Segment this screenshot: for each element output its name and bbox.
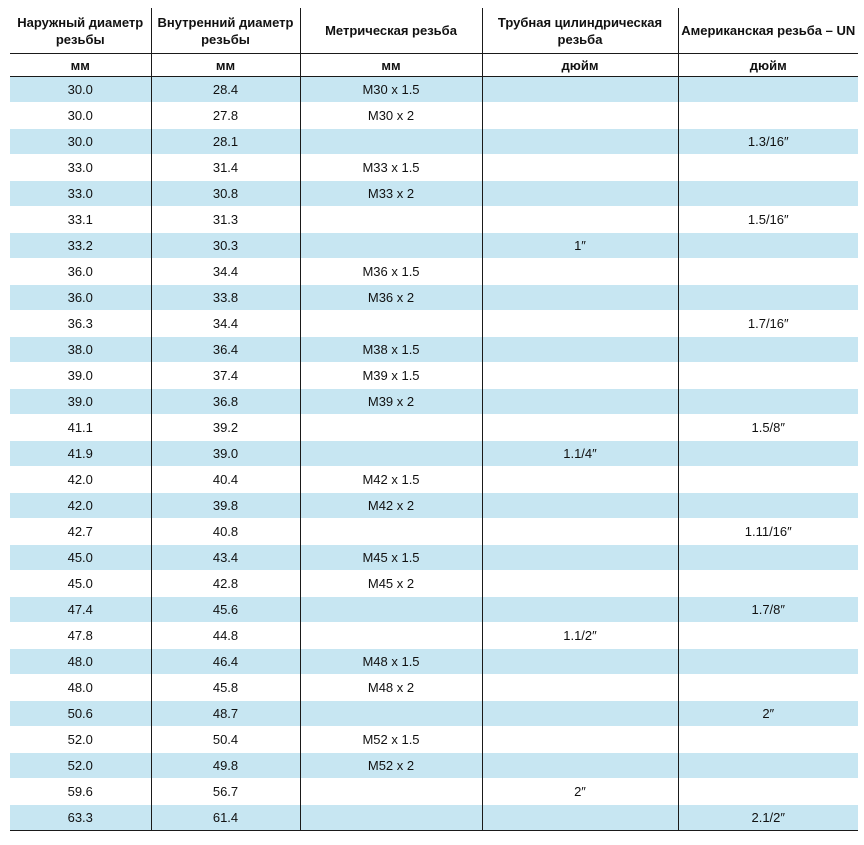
cell-inner-diameter: 50.4 <box>151 727 300 753</box>
table-row <box>10 415 858 441</box>
cell-outer-diameter: 30.0 <box>10 77 151 103</box>
cell-pipe-thread: 1.1/2″ <box>482 623 678 649</box>
cell-pipe-thread: 2″ <box>482 779 678 805</box>
cell-outer-diameter: 30.0 <box>10 129 151 155</box>
table-row <box>10 779 858 805</box>
cell-pipe-thread <box>482 259 678 285</box>
table-row <box>10 103 858 129</box>
cell-un-thread <box>678 389 858 415</box>
cell-inner-diameter: 44.8 <box>151 623 300 649</box>
table-row <box>10 337 858 363</box>
cell-metric-thread <box>300 701 482 727</box>
table-row <box>10 77 858 103</box>
cell-un-thread <box>678 103 858 129</box>
cell-outer-diameter: 36.3 <box>10 311 151 337</box>
cell-outer-diameter: 36.0 <box>10 285 151 311</box>
table-row <box>10 233 858 259</box>
cell-inner-diameter: 39.8 <box>151 493 300 519</box>
table-row <box>10 285 858 311</box>
cell-inner-diameter: 48.7 <box>151 701 300 727</box>
cell-inner-diameter: 42.8 <box>151 571 300 597</box>
cell-pipe-thread <box>482 207 678 233</box>
cell-outer-diameter: 52.0 <box>10 727 151 753</box>
header-outer-diameter: Наружный диаметр резьбы <box>10 8 151 54</box>
cell-inner-diameter: 45.6 <box>151 597 300 623</box>
table-row <box>10 519 858 545</box>
cell-outer-diameter: 42.0 <box>10 467 151 493</box>
cell-pipe-thread <box>482 805 678 831</box>
cell-un-thread <box>678 181 858 207</box>
cell-un-thread <box>678 649 858 675</box>
cell-un-thread <box>678 779 858 805</box>
table-header <box>10 8 858 77</box>
cell-pipe-thread <box>482 519 678 545</box>
cell-un-thread: 1.5/16″ <box>678 207 858 233</box>
cell-pipe-thread <box>482 467 678 493</box>
cell-pipe-thread <box>482 701 678 727</box>
cell-pipe-thread <box>482 181 678 207</box>
cell-metric-thread: M45 x 2 <box>300 571 482 597</box>
table-body <box>10 77 858 831</box>
table-row <box>10 571 858 597</box>
table-row <box>10 181 858 207</box>
cell-inner-diameter: 40.8 <box>151 519 300 545</box>
cell-outer-diameter: 30.0 <box>10 103 151 129</box>
cell-metric-thread: M48 x 2 <box>300 675 482 701</box>
cell-metric-thread <box>300 519 482 545</box>
table-row <box>10 701 858 727</box>
unit-un-thread: дюйм <box>678 54 858 77</box>
cell-un-thread <box>678 363 858 389</box>
table-row <box>10 493 858 519</box>
cell-outer-diameter: 39.0 <box>10 363 151 389</box>
table-row <box>10 311 858 337</box>
cell-pipe-thread <box>482 753 678 779</box>
cell-pipe-thread: 1.1/4″ <box>482 441 678 467</box>
table-row <box>10 129 858 155</box>
cell-outer-diameter: 45.0 <box>10 571 151 597</box>
cell-outer-diameter: 41.1 <box>10 415 151 441</box>
cell-metric-thread <box>300 779 482 805</box>
cell-outer-diameter: 52.0 <box>10 753 151 779</box>
cell-outer-diameter: 50.6 <box>10 701 151 727</box>
cell-un-thread <box>678 441 858 467</box>
table-row <box>10 597 858 623</box>
cell-inner-diameter: 43.4 <box>151 545 300 571</box>
cell-metric-thread: M33 x 2 <box>300 181 482 207</box>
header-pipe-thread: Трубная цилиндрическая резьба <box>482 8 678 54</box>
cell-un-thread: 1.11/16″ <box>678 519 858 545</box>
unit-header-row <box>10 54 858 77</box>
cell-un-thread: 1.7/8″ <box>678 597 858 623</box>
cell-pipe-thread <box>482 363 678 389</box>
cell-metric-thread: M42 x 2 <box>300 493 482 519</box>
cell-inner-diameter: 49.8 <box>151 753 300 779</box>
cell-outer-diameter: 38.0 <box>10 337 151 363</box>
cell-pipe-thread <box>482 649 678 675</box>
cell-outer-diameter: 47.4 <box>10 597 151 623</box>
cell-inner-diameter: 34.4 <box>151 259 300 285</box>
unit-inner-diameter: мм <box>151 54 300 77</box>
cell-pipe-thread <box>482 493 678 519</box>
cell-un-thread <box>678 285 858 311</box>
cell-outer-diameter: 42.0 <box>10 493 151 519</box>
cell-pipe-thread: 1″ <box>482 233 678 259</box>
cell-pipe-thread <box>482 727 678 753</box>
cell-metric-thread: M36 x 2 <box>300 285 482 311</box>
cell-outer-diameter: 36.0 <box>10 259 151 285</box>
cell-pipe-thread <box>482 415 678 441</box>
cell-metric-thread <box>300 233 482 259</box>
cell-inner-diameter: 39.0 <box>151 441 300 467</box>
cell-metric-thread <box>300 207 482 233</box>
cell-inner-diameter: 33.8 <box>151 285 300 311</box>
cell-un-thread <box>678 727 858 753</box>
cell-un-thread <box>678 493 858 519</box>
cell-metric-thread <box>300 441 482 467</box>
cell-outer-diameter: 41.9 <box>10 441 151 467</box>
cell-outer-diameter: 33.0 <box>10 155 151 181</box>
cell-un-thread <box>678 155 858 181</box>
cell-pipe-thread <box>482 77 678 103</box>
cell-un-thread: 2.1/2″ <box>678 805 858 831</box>
cell-inner-diameter: 36.4 <box>151 337 300 363</box>
cell-pipe-thread <box>482 129 678 155</box>
cell-metric-thread: M33 x 1.5 <box>300 155 482 181</box>
header-metric-thread: Метрическая резьба <box>300 8 482 54</box>
cell-metric-thread: M30 x 2 <box>300 103 482 129</box>
cell-outer-diameter: 45.0 <box>10 545 151 571</box>
table-row <box>10 623 858 649</box>
cell-un-thread: 2″ <box>678 701 858 727</box>
table-row <box>10 155 858 181</box>
cell-inner-diameter: 28.1 <box>151 129 300 155</box>
cell-un-thread <box>678 337 858 363</box>
cell-pipe-thread <box>482 103 678 129</box>
cell-outer-diameter: 39.0 <box>10 389 151 415</box>
cell-un-thread <box>678 753 858 779</box>
table-row <box>10 753 858 779</box>
table-row <box>10 363 858 389</box>
cell-outer-diameter: 48.0 <box>10 649 151 675</box>
cell-metric-thread: M45 x 1.5 <box>300 545 482 571</box>
cell-metric-thread <box>300 623 482 649</box>
cell-inner-diameter: 31.3 <box>151 207 300 233</box>
cell-pipe-thread <box>482 285 678 311</box>
cell-metric-thread <box>300 805 482 831</box>
cell-metric-thread: M39 x 2 <box>300 389 482 415</box>
cell-metric-thread: M39 x 1.5 <box>300 363 482 389</box>
cell-inner-diameter: 45.8 <box>151 675 300 701</box>
cell-metric-thread: M42 x 1.5 <box>300 467 482 493</box>
cell-un-thread: 1.7/16″ <box>678 311 858 337</box>
cell-pipe-thread <box>482 675 678 701</box>
cell-inner-diameter: 61.4 <box>151 805 300 831</box>
cell-un-thread <box>678 259 858 285</box>
cell-inner-diameter: 34.4 <box>151 311 300 337</box>
cell-outer-diameter: 48.0 <box>10 675 151 701</box>
cell-metric-thread: M36 x 1.5 <box>300 259 482 285</box>
cell-pipe-thread <box>482 545 678 571</box>
cell-pipe-thread <box>482 311 678 337</box>
unit-metric-thread: мм <box>300 54 482 77</box>
cell-metric-thread: M30 x 1.5 <box>300 77 482 103</box>
cell-un-thread <box>678 77 858 103</box>
cell-inner-diameter: 30.3 <box>151 233 300 259</box>
cell-outer-diameter: 42.7 <box>10 519 151 545</box>
cell-inner-diameter: 30.8 <box>151 181 300 207</box>
cell-inner-diameter: 31.4 <box>151 155 300 181</box>
cell-metric-thread <box>300 129 482 155</box>
table-row <box>10 207 858 233</box>
cell-inner-diameter: 46.4 <box>151 649 300 675</box>
cell-pipe-thread <box>482 597 678 623</box>
header-un-thread: Американская резьба – UN <box>678 8 858 54</box>
unit-outer-diameter: мм <box>10 54 151 77</box>
table-row <box>10 805 858 831</box>
unit-pipe-thread: дюйм <box>482 54 678 77</box>
cell-inner-diameter: 27.8 <box>151 103 300 129</box>
cell-metric-thread <box>300 311 482 337</box>
cell-pipe-thread <box>482 155 678 181</box>
cell-outer-diameter: 47.8 <box>10 623 151 649</box>
cell-inner-diameter: 28.4 <box>151 77 300 103</box>
cell-un-thread <box>678 545 858 571</box>
cell-un-thread <box>678 467 858 493</box>
header-inner-diameter: Внутренний диаметр резьбы <box>151 8 300 54</box>
cell-un-thread <box>678 571 858 597</box>
table-row <box>10 441 858 467</box>
cell-un-thread <box>678 675 858 701</box>
cell-inner-diameter: 40.4 <box>151 467 300 493</box>
cell-inner-diameter: 39.2 <box>151 415 300 441</box>
thread-size-table <box>10 8 858 831</box>
table-row <box>10 467 858 493</box>
table-row <box>10 675 858 701</box>
cell-metric-thread <box>300 597 482 623</box>
cell-pipe-thread <box>482 389 678 415</box>
cell-un-thread: 1.3/16″ <box>678 129 858 155</box>
table-row <box>10 389 858 415</box>
table-row <box>10 545 858 571</box>
cell-metric-thread: M52 x 2 <box>300 753 482 779</box>
cell-inner-diameter: 37.4 <box>151 363 300 389</box>
cell-outer-diameter: 59.6 <box>10 779 151 805</box>
cell-outer-diameter: 33.2 <box>10 233 151 259</box>
table-row <box>10 259 858 285</box>
table-row <box>10 727 858 753</box>
cell-metric-thread <box>300 415 482 441</box>
cell-metric-thread: M52 x 1.5 <box>300 727 482 753</box>
cell-un-thread: 1.5/8″ <box>678 415 858 441</box>
table-row <box>10 649 858 675</box>
cell-metric-thread: M48 x 1.5 <box>300 649 482 675</box>
column-header-row <box>10 8 858 54</box>
cell-outer-diameter: 63.3 <box>10 805 151 831</box>
cell-inner-diameter: 36.8 <box>151 389 300 415</box>
cell-metric-thread: M38 x 1.5 <box>300 337 482 363</box>
cell-inner-diameter: 56.7 <box>151 779 300 805</box>
cell-un-thread <box>678 623 858 649</box>
cell-un-thread <box>678 233 858 259</box>
cell-outer-diameter: 33.0 <box>10 181 151 207</box>
cell-pipe-thread <box>482 571 678 597</box>
cell-outer-diameter: 33.1 <box>10 207 151 233</box>
cell-pipe-thread <box>482 337 678 363</box>
